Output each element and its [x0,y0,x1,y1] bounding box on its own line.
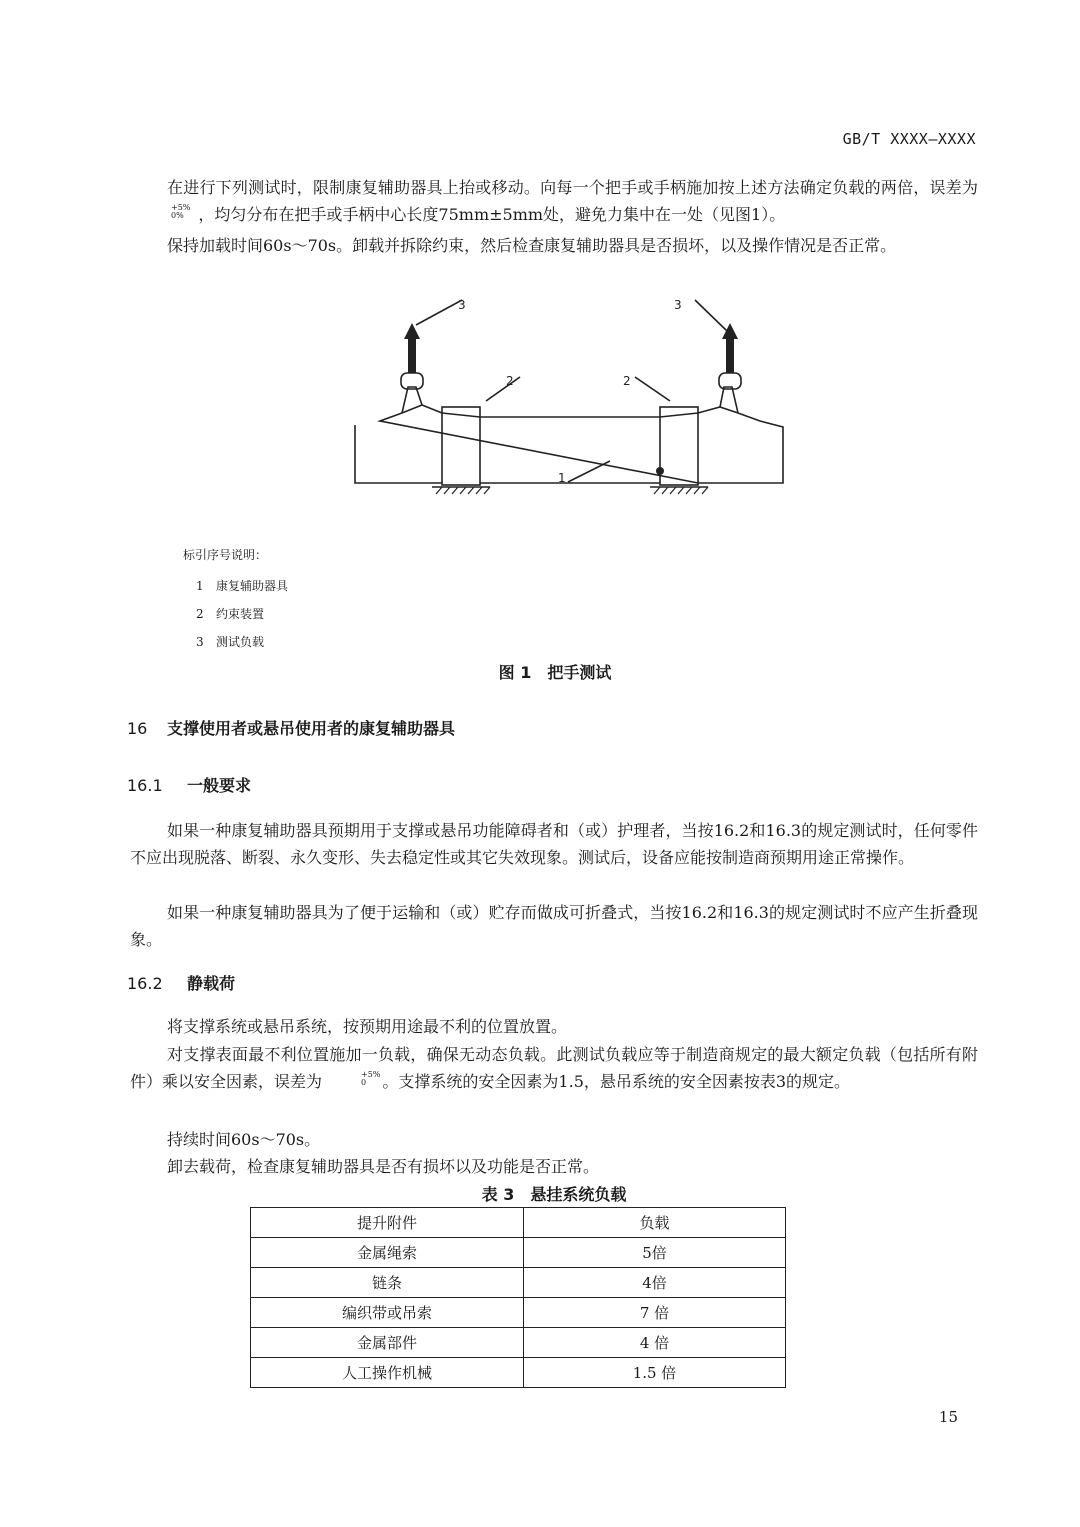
table-row [251,1298,786,1328]
section-16-heading [127,716,455,739]
table-caption: 表 3 悬挂系统负载 [481,1185,627,1204]
intro-p1-text-a: 在进行下列测试时，限制康复辅助器具上抬或移动。向每一个把手或手柄施加按上述方法确定负载的两倍，误差为 [167,178,978,197]
s162-p2-text-a: 对支撑表面最不利位置施加一负载，确保无动态负载。此测试负载应等于制造商规定的最大额定负载（包括所有附件）乘以安全因素，误差为 [130,1045,978,1091]
figure-caption: 图 1 把手测试 [498,663,612,682]
callout-2-left: 2 [506,374,514,388]
table-header-row [251,1208,786,1238]
section-16-1-paragraph-1: 如果一种康复辅助器具预期用于支撑或悬吊功能障碍者和（或）护理者，当按16.2和16.3的规定测试时，任何零件不应出现脱落、断裂、永久变形、失去稳定性或其它失效现象。测试后，设备应能按制造商预期用途正常操作。 [130,821,978,867]
section-16-1-paragraph-2: 如果一种康复辅助器具为了便于运输和（或）贮存而做成可折叠式，当按16.2和16.3的规定测试时不应产生折叠现象。 [130,903,978,949]
tolerance-top: +5% [361,1070,381,1079]
tolerance-bottom: 0 [361,1078,367,1087]
section-16-2-heading [127,971,235,994]
section-title: 支撑使用者或悬吊使用者的康复辅助器具 [167,719,456,738]
table-cell: 人工操作机械 [251,1358,524,1388]
callout-2-right: 2 [623,374,631,388]
load-arrow-left-shaft [408,335,416,373]
table-cell: 4倍 [524,1268,786,1298]
table-row [251,1238,786,1268]
legend-text: 测试负载 [216,635,265,649]
legend-item [196,577,288,594]
table-cell: 编织带或吊索 [251,1298,524,1328]
standard-number: GB/T XXXX—XXXX [842,130,976,148]
table-row [251,1358,786,1388]
section-number: 16 [127,719,148,738]
page-number: 15 [938,1408,958,1426]
legend-text: 约束装置 [216,607,265,621]
legend-number: 2 [196,607,204,621]
section-16-2-paragraph-4: 卸去载荷，检查康复辅助器具是否有损坏以及功能是否正常。 [167,1157,600,1176]
section-title: 静载荷 [187,974,236,993]
tolerance-mark [134,204,190,220]
legend-item [196,605,264,622]
callout-1: 1 [558,471,566,485]
section-title: 一般要求 [187,776,252,795]
table-row [251,1328,786,1358]
intro-p1-text-b: ，均匀分布在把手或手柄中心长度75mm±5mm处，避免力集中在一处（见图1）。 [198,205,786,224]
table-header-cell: 提升附件 [251,1208,524,1238]
section-16-1-heading [127,773,251,796]
s162-p2-text-b: 。支撑系统的安全因素为1.5，悬吊系统的安全因素按表3的规定。 [382,1072,851,1091]
load-arrow-left-head [404,323,420,339]
section-number: 16.2 [127,974,163,993]
handle-right [720,387,738,413]
legend-text: 康复辅助器具 [216,579,289,593]
assistive-device-body [355,405,783,483]
restraint-device-right [660,407,698,485]
load-arrow-right-shaft [726,335,734,373]
table-header-cell: 负载 [524,1208,786,1238]
legend-title: 标引序号说明： [183,548,268,562]
tolerance-top: +5% [171,203,191,212]
fixing-point [656,467,664,475]
tolerance-mark [324,1071,380,1087]
load-arrow-right-head [722,323,738,339]
table-cell: 5倍 [524,1238,786,1268]
legend-number: 3 [196,635,204,649]
tolerance-bottom: 0% [171,211,184,220]
callout-3-right: 3 [674,298,682,312]
restraint-device-left [442,407,480,485]
table-row [251,1268,786,1298]
intro-paragraph-2: 保持加载时间60s～70s。卸载并拆除约束，然后检查康复辅助器具是否损坏，以及操作情况是否正常。 [167,236,897,255]
legend-number: 1 [196,579,204,593]
section-16-2-paragraph-2 [130,1041,978,1095]
ground-hatching [436,487,708,494]
section-16-2-paragraph-3: 持续时间60s～70s。 [167,1130,321,1149]
table-cell: 4 倍 [524,1328,786,1358]
table-cell: 1.5 倍 [524,1358,786,1388]
callout-3-left: 3 [458,298,466,312]
handle-test-figure [340,295,790,500]
legend-item [196,633,264,650]
section-number: 16.1 [127,776,163,795]
table-cell: 金属绳索 [251,1238,524,1268]
section-16-2-paragraph-1: 将支撑系统或悬吊系统，按预期用途最不利的位置放置。 [167,1017,568,1036]
intro-paragraph-1 [130,174,978,228]
suspension-load-table [250,1207,786,1388]
table-cell: 金属部件 [251,1328,524,1358]
table-cell: 链条 [251,1268,524,1298]
table-cell: 7 倍 [524,1298,786,1328]
